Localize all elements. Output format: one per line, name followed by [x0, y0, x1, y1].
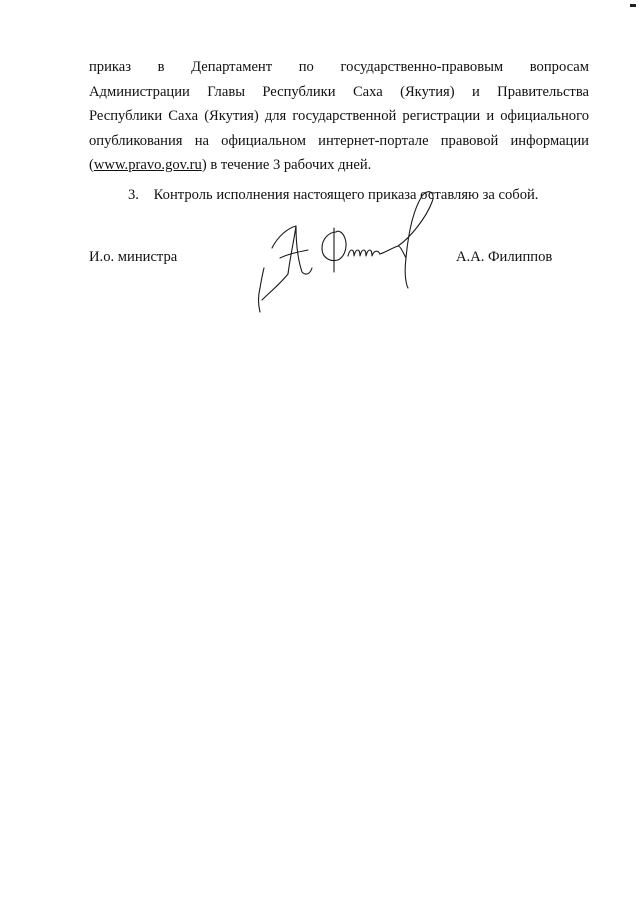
item-text: Контроль исполнения настоящего приказа оставляю за собой. — [153, 187, 539, 203]
pravo-link[interactable]: www.pravo.gov.ru — [93, 157, 202, 173]
paragraph-line-tail: в течение 3 рабочих дней. — [206, 157, 372, 173]
handwritten-signature-icon — [250, 188, 450, 313]
paragraph-line: опубликования на официальном интернет-портале правовой информации — [89, 132, 589, 149]
signer-name: А.А. Филиппов — [456, 249, 553, 265]
paragraph-line: (www.pravo.gov.ru) в течение 3 рабочих дней. — [89, 157, 372, 173]
scan-corner-mark — [630, 4, 636, 7]
paragraph-line: приказ в Департамент по государственно-правовым вопросам — [89, 59, 589, 75]
paragraph-continuation — [89, 55, 589, 178]
paragraph-line: Администрации Главы Республики Саха (Якутия) и Правительства — [89, 83, 589, 100]
signer-role: И.о. министра — [89, 249, 178, 265]
paragraph-line: Республики Саха (Якутия) для государственной регистрации и официального — [89, 108, 589, 124]
item-number: 3. — [128, 187, 139, 203]
